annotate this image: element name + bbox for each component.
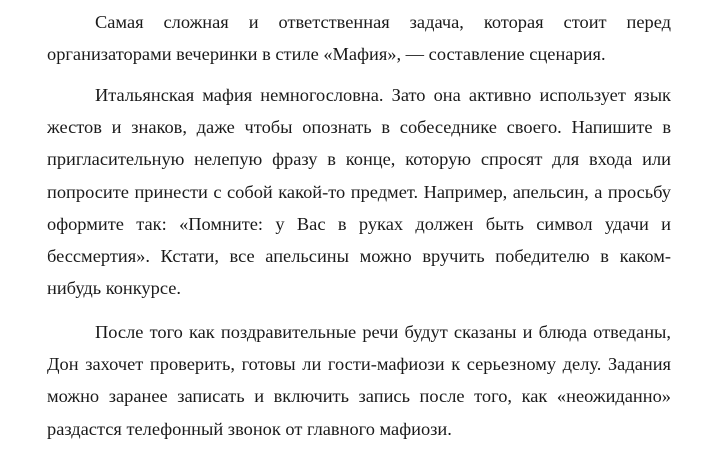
paragraph-line: раздастся телефонный звонок от главного мафиози. bbox=[47, 418, 452, 439]
paragraph-1 bbox=[47, 6, 671, 70]
paragraph-line: можно заранее записать и включить запись после того, как «неожиданно» bbox=[47, 386, 671, 407]
paragraph-3 bbox=[47, 316, 671, 445]
paragraph-line: нибудь конкурсе. bbox=[47, 278, 181, 299]
paragraph-line: попросите принести с собой какой-то предмет. Например, апельсин, а просьбу bbox=[47, 181, 671, 202]
paragraph-2 bbox=[47, 79, 671, 304]
paragraph-line: организаторами вечеринки в стиле «Мафия», — составление сценария. bbox=[47, 44, 606, 65]
paragraph-line: жестов и знаков, даже чтобы опознать в собеседнике своего. Напишите в bbox=[47, 117, 671, 138]
paragraph-line: пригласительную нелепую фразу в конце, которую спросят для входа или bbox=[47, 149, 671, 170]
paragraph-line: бессмертия». Кстати, все апельсины можно вручить победителю в каком- bbox=[47, 245, 671, 266]
document-page bbox=[47, 0, 671, 450]
paragraph-line: Итальянская мафия немногословна. Зато она активно использует язык bbox=[95, 85, 671, 105]
paragraph-line: оформите так: «Помните: у Вас в руках должен быть символ удачи и bbox=[47, 213, 671, 234]
paragraph-line: Дон захочет проверить, готовы ли гости-мафиози к серьезному делу. Задания bbox=[47, 354, 671, 375]
paragraph-line: После того как поздравительные речи будут сказаны и блюда отведаны, bbox=[95, 322, 671, 342]
paragraph-line: Самая сложная и ответственная задача, которая стоит перед bbox=[95, 12, 671, 32]
